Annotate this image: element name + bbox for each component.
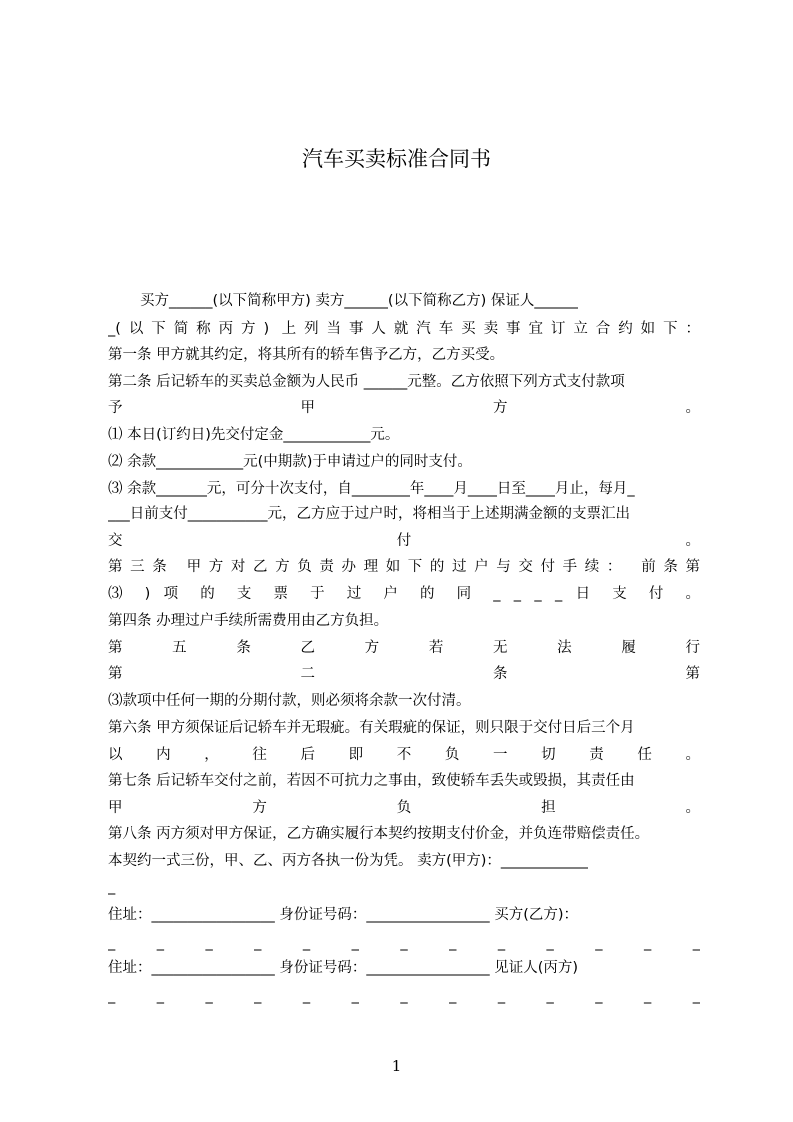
- body-line: 第四条 办理过户手续所需费用由乙方负担。: [108, 613, 389, 629]
- body-line: _: [108, 879, 116, 895]
- body-line: 予 甲 方 。: [108, 400, 700, 416]
- body-line: ⑶款项中任何一期的分期付款，则必须将余款一次付清。: [108, 693, 471, 709]
- body-line: 第八条 丙方须对甲方保证，乙方确实履行本契约按期支付价金，并负连带赔偿责任。: [108, 826, 650, 842]
- body-line: 甲 方 负 担 。: [108, 800, 700, 816]
- body-line: 第六条 甲方须保证后记轿车并无瑕疵。有关瑕疵的保证，则只限于交付日后三个月: [108, 720, 635, 736]
- body-line: 第一条 甲方就其约定，将其所有的轿车售予乙方，乙方买受。: [108, 347, 505, 363]
- body-line: ___日前支付___________元，乙方应于过户时，将相当于上述期满金额的支票汇出: [108, 506, 630, 522]
- body-line: 本契约一式三份，甲、乙、丙方各执一份为凭。 卖方(甲方)：____________: [108, 853, 588, 869]
- body-line: ⑵ 余款____________元(中期款)于申请过户的同时支付。: [108, 454, 472, 470]
- body-line: 第七条 后记轿车交付之前，若因不可抗力之事由，致使轿车丢失或毁损，其责任由: [108, 773, 635, 789]
- body-line: ⑶ ) 项 的 支 票 于 过 户 的 同 _ _ _ _ 日 支 付 。: [108, 586, 700, 602]
- body-line: _ _ _ _ _ _ _ _ _ _ _ _ _: [108, 935, 700, 951]
- signature-line: 住址：_________________ 身份证号码：_________________ 买方(乙方)：: [108, 907, 579, 923]
- body-line: 第二条 后记轿车的买卖总金额为人民币 ______元整。乙方依照下列方式支付款项: [108, 374, 625, 390]
- body-line: 以 内 ， 往 后 即 不 负 一 切 责 任 。: [108, 747, 700, 763]
- body-line: _ _ _ _ _ _ _ _ _ _ _ _ _: [108, 988, 700, 1004]
- body-line: ⑶ 余款_______元，可分十次支付，自________年____月____日至____月止，每月_: [108, 481, 635, 497]
- signature-line: 住址：_________________ 身份证号码：_________________ 见证人(丙方): [108, 960, 579, 976]
- body-line: _(以下简称丙方) 上列当事人就汽车买卖事宜订立合约如下：: [108, 321, 700, 337]
- body-line: ⑴ 本日(订约日)先交付定金____________元。: [108, 427, 400, 443]
- page-number: 1: [391, 1057, 402, 1075]
- body-line: 交 付 。: [108, 533, 700, 549]
- page-title: 汽车买卖标准合同书: [302, 147, 491, 171]
- body-line: 第三条 甲方对乙方负责办理如下的过户与交付手续： 前条第: [108, 559, 700, 575]
- body-line: 第 五 条 乙 方 若 无 法 履 行: [108, 640, 700, 656]
- body-line: 买方______(以下简称甲方) 卖方______(以下简称乙方) 保证人______: [140, 293, 578, 309]
- body-line: 第 二 条 第: [108, 666, 700, 682]
